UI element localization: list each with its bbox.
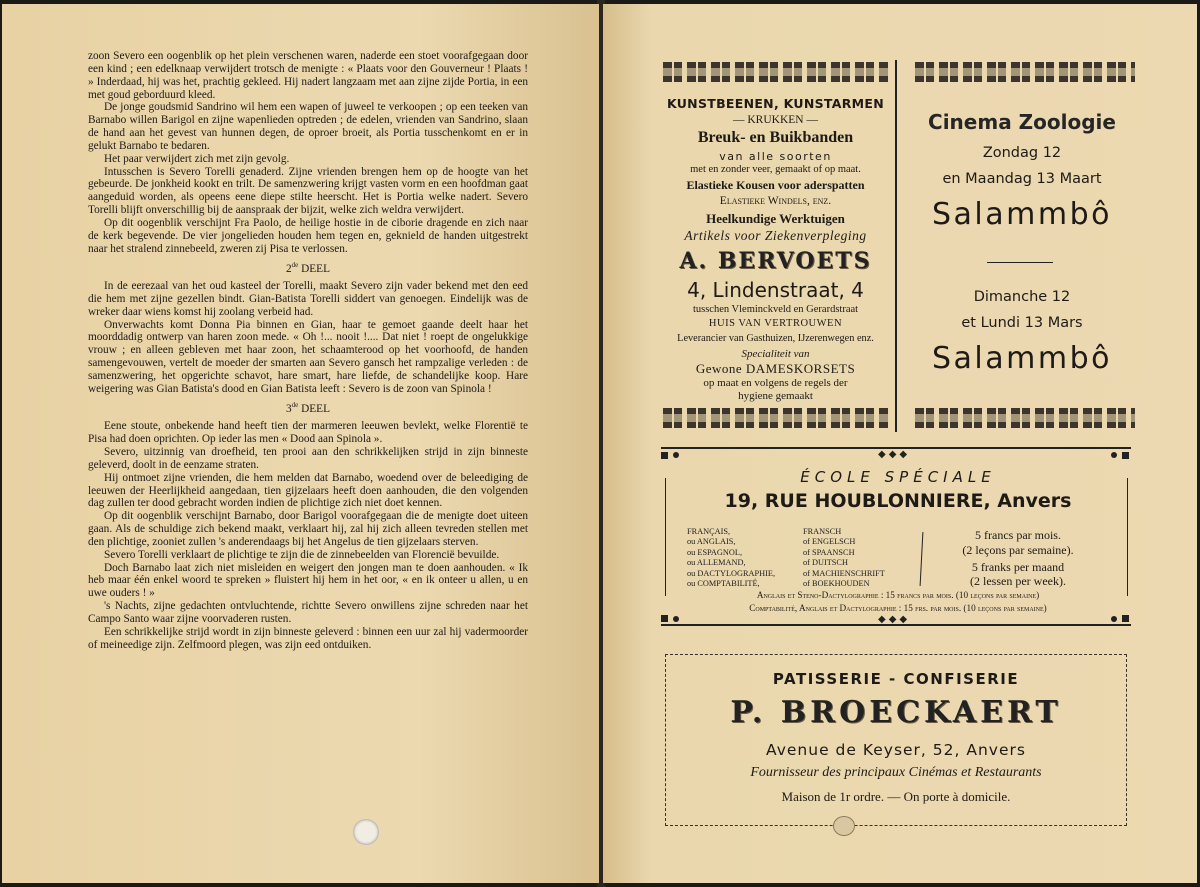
right-page <box>603 4 1197 883</box>
school-offer-b: Comptabilité, Anglais et Dactylographie : 15 frs. par mois. (10 leçons par semaine) <box>749 603 1047 613</box>
paragraph: De jonge goudsmid Sandrino wil hem een wapen of juweel te verkoopen ; op een teeken van Barnabo willen Barigol en zijne wapenlieden optreden ; de edelen, vrienden van Sandrino, slaan de hand aan het gevest van hunnen degen, de oproer broeit, als Portia tusschenkomt en er in gelukt Barnabo te bedaren. <box>88 101 528 152</box>
punch-hole <box>833 816 855 836</box>
paragraph: Doch Barnabo laat zich niet misleiden en weigert den jongen man te doen aanhouden. « Ik heb maar één enkel woord te spreken » fluistert hij hem in het oor, « en ik onteer u allen, u en uwe ouders ! » <box>88 561 528 600</box>
paragraph: zoon Severo een oogenblik op het plein verschenen waren, naderde een stoet voorafgegaan door een kind ; een edelknaap verwijdert trotsch de menigte : « Plaats voor den Gouverneur ! Plaats ! » Inderdaad, hij was het, prachtig gekleed. Hij nadert langzaam met aan zijne zijde Portia, in een met goud geborduurd kleed. <box>88 50 528 101</box>
ad-line: hygiene gemaakt <box>738 390 813 402</box>
patisserie-title: PATISSERIE - CONFISERIE <box>772 670 1020 688</box>
paragraph: Hij ontmoet zijne vrienden, die hem melden dat Barnabo, woedend over de beleediging de leeuwen der Heerlijkheid aangedaan, tien gijzelaars heeft doen aanhouden, die den volgenden dag zullen ter dood gebracht worden indien de plichtige zich niet doet kennen. <box>88 471 528 510</box>
ad-line: op maat en volgens de regels der <box>703 377 848 389</box>
cinema-date-nl: en Maandag 13 Maart <box>942 171 1102 187</box>
language-list-fr: FRANÇAIS, ou ANGLAIS, ou ESPAGNOL, ou ALLEMAND, ou DACTYLOGRAPHIE, ou COMPTABILITÉ, <box>687 527 776 589</box>
patisserie-name: P. BROECKAERT <box>730 695 1062 730</box>
price-fr: 5 francs par mois. <box>975 528 1061 542</box>
ad-headline: KUNSTBEENEN, KUNSTARMEN <box>666 96 885 111</box>
ornament-dot <box>673 452 679 458</box>
paragraph: 's Nachts, zijne gedachten ontvluchtende, richtte Severo onwillens zijne schreden naar het Campo Santo waar zijne voorvaderen rusten. <box>88 600 528 625</box>
paragraph: Het paar verwijdert zich met zijn gevolg. <box>104 152 290 165</box>
language-list-nl: FRANSCH of ENGELSCH of SPAANSCH of DUITSCH of MACHIENSCHRIFT of BOEKHOUDEN <box>803 527 885 589</box>
cinema-title: Cinema Zoologie <box>928 110 1116 134</box>
ornament-dot <box>1111 616 1117 622</box>
paragraph: In de eerezaal van het oud kasteel der Torelli, maakt Severo zijn vader bekend met den eed die hem met zijne gezellen bindt. Gian-Batista Torelli siddert van genoegen. Eindelijk was de wreker daar wiens komst hij zoolang verbeid had. <box>88 280 528 318</box>
brace <box>920 532 924 586</box>
ad-line: Specialiteit van <box>741 348 810 360</box>
ad-line: HUIS VAN VERTROUWEN <box>708 318 843 329</box>
ad-line: Artikels voor Ziekenverpleging <box>684 228 867 243</box>
section-heading-3 <box>88 399 528 416</box>
ad-line: Gewone DAMESKORSETS <box>695 361 856 376</box>
patisserie-footer: Maison de 1r ordre. — On porte à domicile. <box>781 789 1011 804</box>
price-nl: 5 franks per maand <box>971 560 1065 574</box>
cinema-date-fr: et Lundi 13 Mars <box>961 315 1083 331</box>
ad-line: van alle soorten <box>719 150 832 163</box>
ad-line: Breuk- en Buikbanden <box>697 129 854 146</box>
paragraph: Severo Torelli verklaart de plichtige te zijn die de zinnebeelden van Florencië bevuilde. <box>104 548 500 561</box>
punch-hole <box>353 819 379 845</box>
ornament-border-top-left <box>663 62 888 82</box>
ad-line: — KRUKKEN — <box>733 114 818 126</box>
heading-suffix: de <box>291 260 299 269</box>
ad-address: 4, Lindenstraat, 4 <box>687 278 864 302</box>
ornament-border-top-right <box>915 62 1135 82</box>
heading-label: DEEL <box>301 262 330 275</box>
cinema-film-fr: Salammbô <box>932 341 1112 376</box>
ad-line: Heelkundige Werktuigen <box>706 211 845 226</box>
ad-company-name: A. BERVOETS <box>679 248 872 274</box>
paragraph: Intusschen is Severo Torelli genaderd. Zijne vrienden brengen hem op de hoogte van het gebeurde. De jonkheid kookt en trilt. De samenzwering krijgt vasten vorm en een hoofdman gaat aangeduid worden, als opeens eene diepe stilte heerscht. Het is Portia welke nadert. Severo Torelli blijft onverschillig bij de aanspraak der bijzit, welke zich weldra verwijdert. <box>88 165 528 217</box>
cinema-divider <box>987 262 1053 263</box>
paragraph: Op dit oogenblik verschijnt Barnabo, door Barigol voorafgegaan die de menigte doet uiteen gaan. Als de schuldige zich bekend maakt, verklaart hij, zal hij zich alleen tevreden stellen met den plichtige, zooniet zullen 's anderendaags bij het Angelus de tien gijzelaars sterven. <box>88 510 528 548</box>
heading-suffix: de <box>291 400 299 409</box>
cinema-film-nl: Salammbô <box>932 197 1112 232</box>
section-heading-2 <box>88 259 528 276</box>
diamond-ornament: ◆◆◆ <box>878 449 911 460</box>
cinema-day-nl: Zondag 12 <box>982 145 1062 161</box>
ad-line: Elastieke Windels, enz. <box>719 195 832 207</box>
ornament-dot <box>673 616 679 622</box>
heading-label: DEEL <box>301 402 330 415</box>
ad-line: Elastieke Kousen voor aderspatten <box>686 178 865 192</box>
corner-square <box>661 452 668 459</box>
heading-number: 2 <box>286 262 292 275</box>
lessons-nl: (2 lessen per week). <box>970 574 1066 588</box>
lessons-fr: (2 leçons par semaine). <box>962 543 1074 557</box>
diamond-ornament: ◆◆◆ <box>878 614 911 625</box>
column-divider <box>895 60 897 432</box>
paragraph: Severo, uitzinnig van droefheid, ten prooi aan den schrikkelijken strijd in zijn binneste geleverd, doolt in de eenzame straten. <box>88 446 528 471</box>
patisserie-tagline: Fournisseur des principaux Cinémas et Restaurants <box>750 765 1042 780</box>
paragraph: Onverwachts komt Donna Pia binnen en Gian, haar te gemoet gaande deelt haar het moorddadig ontwerp van haren zoon mede. « Oh !... nooit !.... Dat niet ! roept de ongelukkige vrouw ; en alleen gebleven met haar zoon, het schaamterood op het voorhoofd, de handen samengevouwen, vertelt de moeder der smarten aan Severo gansch het rampzalige verleden : de samenzwering, het opgerichte schavot, hare smart, hare liefde, de schandelijke koop. Hare weigering was Gian Batista's dood en Gian Batista leeft : Severo is de zoon van Spinola ! <box>88 318 528 395</box>
heading-number: 3 <box>286 402 292 415</box>
school-address: 19, RUE HOUBLONNIERE, Anvers <box>724 490 1072 512</box>
paragraph: Eene stoute, onbekende hand heeft tien der marmeren leeuwen bevlekt, welke Florentië te Pisa had doen oprichten. Op ieder las men « Dood aan Spinola ». <box>88 420 528 446</box>
paragraph: Op dit oogenblik verschijnt Fra Paolo, de heilige hostie in de ciborie dragende en zich naar de kerk begevende. De vier jongelieden houden hem tegen en, geknield de handen uitgestrekt naar het stralend zinnebeeld, zweren zij Pisa te verlossen. <box>88 216 528 255</box>
cinema-day-fr: Dimanche 12 <box>973 289 1071 305</box>
ornament-border-bottom-left <box>663 408 888 428</box>
corner-square <box>1122 615 1129 622</box>
corner-square <box>1122 452 1129 459</box>
synopsis-text <box>88 50 528 652</box>
corner-square <box>661 615 668 622</box>
paragraph: Een schrikkelijke strijd wordt in zijn binneste geleverd : binnen een uur zal hij vadermoorder of meineedige zijn. Zelfmoord plegen, was zijn eed ontduiken. <box>88 625 528 651</box>
left-page <box>2 4 599 883</box>
ad-line: Leverancier van Gasthuizen, IJzerenwegen enz. <box>677 333 874 344</box>
ad-line: met en zonder veer, gemaakt of op maat. <box>690 164 861 175</box>
school-title: ÉCOLE SPÉCIALE <box>800 468 996 486</box>
ad-line: tusschen Vleminckveld en Gerardstraat <box>692 304 859 315</box>
ornament-dot <box>1111 452 1117 458</box>
school-offer-a: Anglais et Steno-Dactylographie : 15 francs par mois. (10 leçons par semaine) <box>756 590 1040 600</box>
patisserie-address: Avenue de Keyser, 52, Anvers <box>766 741 1026 759</box>
ornament-border-bottom-right <box>915 408 1135 428</box>
